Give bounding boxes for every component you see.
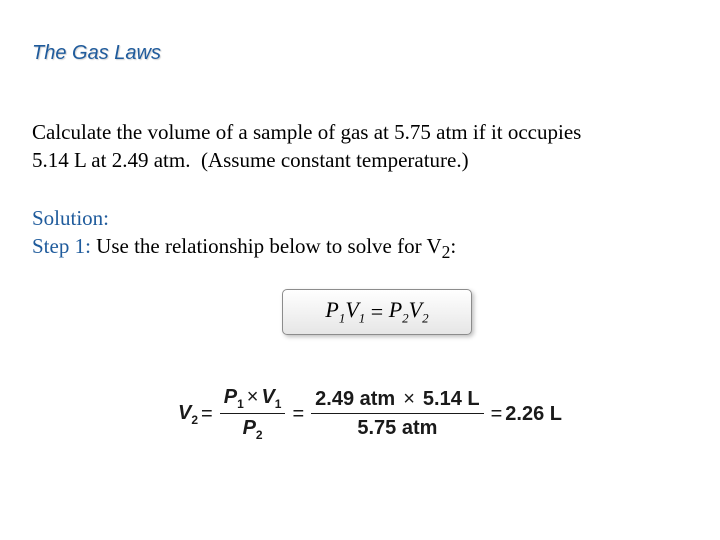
symbolic-numerator: $P_1 \times V_1$: [220, 386, 286, 414]
step-1-subscript: 2: [441, 242, 451, 263]
equation-result: 2.26 L: [505, 402, 562, 425]
symbolic-fraction: [220, 386, 286, 442]
step-1-text: Use the relationship below to solve for V: [90, 234, 442, 258]
formula-p1: $P_1$: [325, 297, 346, 326]
problem-statement: [32, 118, 692, 174]
step-1-end: :: [450, 234, 457, 258]
solution-label: Solution:: [32, 206, 110, 230]
solution-block: [32, 204, 692, 266]
formula-p2: $P_2$: [388, 297, 409, 326]
formula-v1: $V_1$: [345, 297, 366, 326]
equation-lhs: $V_2$: [178, 401, 199, 427]
numeric-fraction: [311, 388, 483, 440]
symbolic-denominator: $P_2$: [242, 417, 263, 442]
numeric-numerator: 2.49 atm × 5.14 L: [311, 388, 483, 414]
equals-sign-3: =: [490, 402, 503, 425]
equals-sign-2: =: [292, 402, 305, 425]
solution-equation: [178, 386, 562, 442]
equals-sign-1: =: [201, 402, 213, 425]
problem-line-2: 5.14 L at 2.49 atm. (Assume constant temperature.): [32, 148, 469, 172]
step-1-label: Step 1:: [32, 234, 91, 258]
step-1: [32, 232, 692, 266]
problem-line-1: Calculate the volume of a sample of gas at 5.75 atm if it occupies: [32, 120, 582, 144]
numeric-denominator: 5.75 atm: [357, 417, 438, 439]
formula-equals: =: [365, 299, 389, 324]
boyles-law-formula-box: [282, 289, 472, 335]
slide-title: The Gas Laws: [32, 42, 161, 64]
formula-v2: $V_2$: [408, 297, 429, 326]
